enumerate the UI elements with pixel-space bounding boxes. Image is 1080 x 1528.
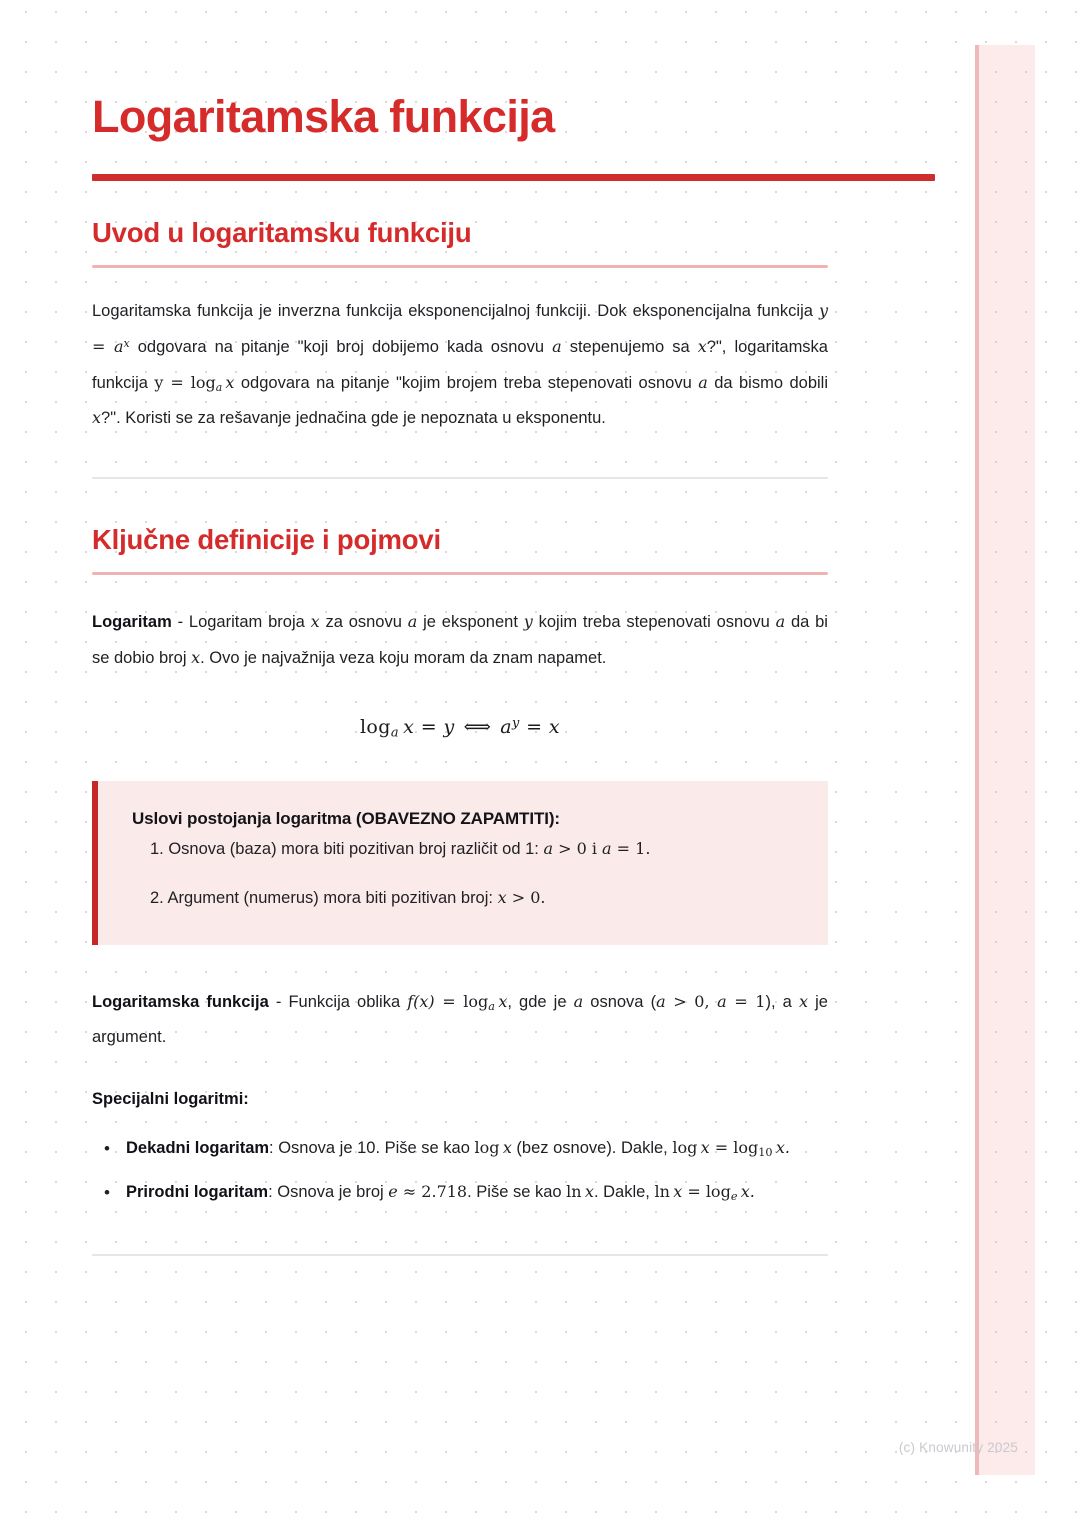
prirodni-text-1: : Osnova je broj [268,1182,389,1201]
def2-dash: - [268,992,289,1011]
def-dash: - [171,612,189,631]
eq-equals-right: = [519,716,549,739]
def2-body-1: Funkcija oblika [288,992,408,1011]
footer-watermark: (c) Knowunity 2025 [898,1440,1018,1455]
def2-eq-paren-x: (x) [413,991,435,1011]
right-margin-rule [975,45,979,1475]
right-margin-strip [975,45,1035,1475]
uvod-run-10: da bismo dobili [707,373,828,392]
prirodni-eq-ln-arg: x [673,1181,683,1201]
definition-term-logaritam: Logaritam [92,612,172,631]
eq-x: x [548,716,561,739]
eq-log-base: a [390,725,399,741]
prirodni-eq-base-e: e [730,1189,738,1203]
dekadni-eq-log: log [672,1137,698,1157]
condition-1-math-gt: > 0 i [552,838,603,858]
dekadni-eq-tail: x. [775,1137,790,1157]
uvod-run-0: Logaritamska funkcija je inverzna funkcija eksponencijalnoj funkciji. Dok eksponencijalna funkcija [92,302,819,321]
prirodni-math-ln-arg: x [584,1181,594,1201]
callout-condition-list [132,833,802,915]
uvod-run-2: odgovara na pitanje "koji broj dobijemo kada osnovu [129,338,553,357]
eq-y: y [443,716,455,739]
special-logs-heading [92,1082,828,1118]
condition-2-math-gt: > 0. [506,887,546,907]
divider-bottom [92,1254,828,1256]
eq-iff-operator: ⟺ [463,716,492,739]
callout-uslovi-postojanja [92,781,828,945]
condition-2-number: 2. [150,888,164,907]
def2-eq-arg: x [498,991,508,1011]
def-body-6: . Ovo je najvažnija veza koju moram da znam napamet. [200,648,607,667]
def2-body-2: , gde je [507,992,574,1011]
def-body-4: kojim treba stepenovati osnovu [532,612,776,631]
def-body-5: da bi se dobio broj [92,612,828,667]
def2-body-3: osnova ( [583,992,657,1011]
def-var-x-2: x [191,647,201,667]
dekadni-term: Dekadni logaritam [126,1138,270,1157]
callout-condition-item-2 [132,882,802,915]
prirodni-term: Prirodni logaritam [126,1182,269,1201]
special-logs-list [92,1132,828,1208]
prirodni-eq-ln: ln [654,1181,670,1201]
prirodni-eq-tail: x. [740,1181,755,1201]
uvod-run-6: ?", logaritamska funkcija [92,338,828,392]
callout-title: Uslovi postojanja logaritma (OBAVEZNO ZAPAMTITI): [132,808,560,828]
uvod-run-8: odgovara na pitanje "kojim brojem treba stepenovati osnovu [234,373,699,392]
def-var-x: x [310,611,320,631]
def2-eq-base: a [488,999,495,1013]
eq-a: a [500,716,512,739]
def-body-3: je eksponent [417,612,524,631]
uvod-math-a-2: a [698,372,708,392]
condition-2-text: Argument (numerus) mora biti pozitivan broj: [163,888,498,907]
dekadni-eq-base-10: 10 [758,1145,773,1159]
def2-cond-a: a [656,991,666,1011]
def2-eq-f: f [407,991,414,1011]
condition-2-math-x: x [497,887,507,907]
uvod-math-a: a [552,337,562,357]
def2-var-x: x [798,991,809,1011]
def-body-1: Logaritam broja [188,612,311,631]
def-var-a-2: a [775,611,786,631]
eq-log-word: log [359,716,391,739]
list-item-dekadni-logaritam [126,1132,828,1164]
uvod-run-12: ?". Koristi se za rešavanje jednačina gde je nepoznata u eksponentu. [101,409,606,428]
condition-1-math-a: a [543,838,553,858]
uvod-math-x-2: x [92,408,102,428]
def2-body-5: je argument. [92,992,828,1047]
display-equation-log-definition [92,716,828,741]
condition-1-math-a2: a [602,838,612,858]
def-body-2: za osnovu [319,612,408,631]
special-logs-heading-text: Specijalni logaritmi: [92,1090,249,1108]
dekadni-text-2: (bez osnove). Dakle, [511,1138,673,1157]
dekadni-eq-log-arg: x [700,1137,710,1157]
def2-cond-neq: = 1 [726,991,766,1011]
section-heading-kljucne-definicije: Ključne definicije i pojmovi [92,523,441,555]
callout-condition-item-1 [132,833,802,866]
def2-cond-gt: > 0, [665,991,718,1011]
prirodni-text-2: . Piše se kao [467,1182,567,1201]
page-title: Logaritamska funkcija [92,91,555,142]
dekadni-eq-equals: = log [709,1137,759,1157]
document-content [92,0,828,1256]
eq-log-arg: x [403,716,415,739]
def-var-a: a [407,611,418,631]
prirodni-text-3: . Dakle, [593,1182,655,1201]
def-var-y: y [523,611,533,631]
def2-cond-a2: a [717,991,727,1011]
def2-body-4: ), a [765,992,799,1011]
definition-term-logaritamska-funkcija: Logaritamska funkcija [92,992,269,1011]
prirodni-math-ln: ln [566,1181,582,1201]
paragraph-uvod [92,294,828,437]
uvod-math-y-eq-a-x: $y = a^x$ [92,301,828,357]
list-item-prirodni-logaritam [126,1176,828,1208]
definition-logaritamska-funkcija [92,985,828,1056]
condition-1-number: 1. [150,839,164,858]
prirodni-eq-equals: = log [682,1181,731,1201]
section-heading-uvod: Uvod u logaritamsku funkciju [92,217,472,249]
uvod-math-x: x [697,337,707,357]
dekadni-text-1: : Osnova je 10. Piše se kao [269,1138,475,1157]
condition-1-text: Osnova (baza) mora biti pozitivan broj različit od 1: [163,839,544,858]
dekadni-math-log: log [474,1137,500,1157]
prirodni-approx-value: ≈ 2.718 [397,1181,468,1201]
uvod-run-4: stepenujemo sa [561,338,698,357]
uvod-math-y-eq-log-a-x: $y = \log_a x$ [154,372,235,394]
def2-var-a: a [573,991,584,1011]
definition-logaritam [92,605,828,676]
dekadni-math-log-arg: x [502,1137,512,1157]
def2-eq-equals-log: = log [434,991,489,1011]
eq-a-exponent: y [512,716,520,732]
eq-equals-left: = [414,716,444,739]
condition-1-math-neq: = 1. [611,838,651,858]
prirodni-math-e: e [388,1181,398,1201]
